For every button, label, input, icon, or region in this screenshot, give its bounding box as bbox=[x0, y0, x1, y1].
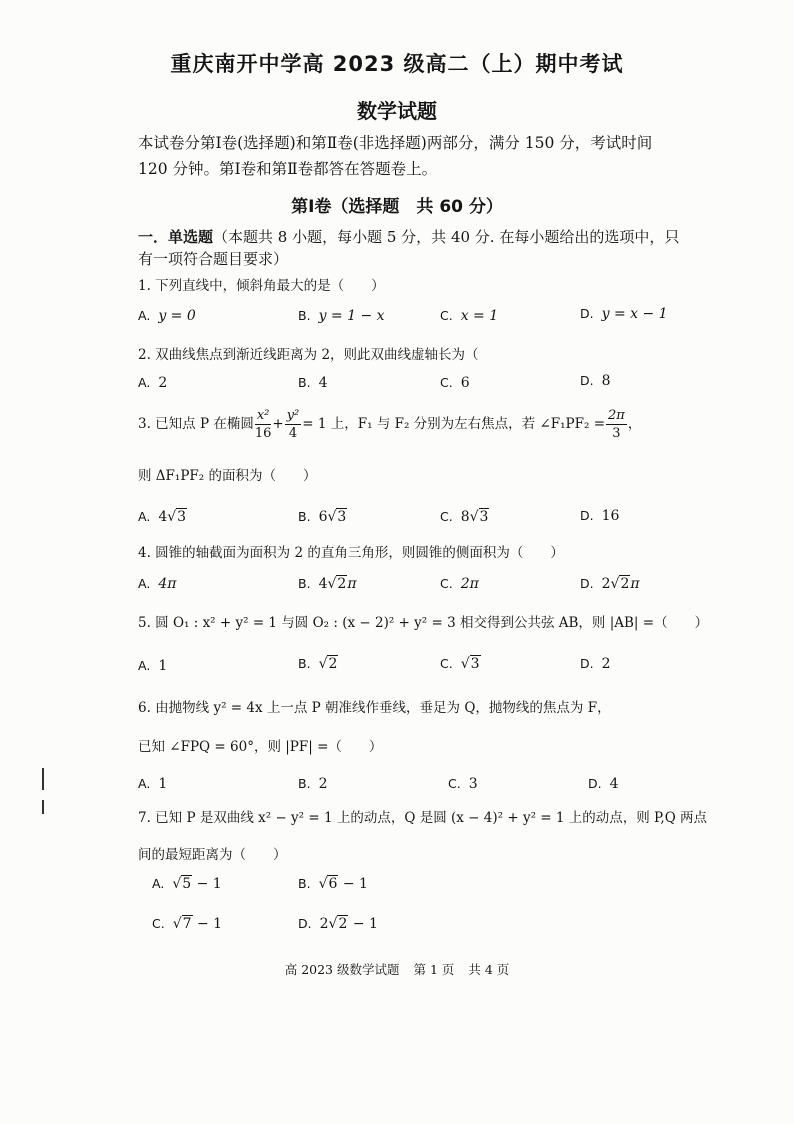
question-3-continuation: 则 ΔF₁PF₂ 的面积为（ ） bbox=[138, 468, 317, 484]
q1-option-d: D. y = x − 1 bbox=[580, 306, 668, 322]
q1-option-c: C. x = 1 bbox=[440, 308, 499, 324]
q3-option-b: B. 6√3 bbox=[298, 509, 347, 525]
question-3-stem: 3. 已知点 P 在椭圆 $\frac{\text{x²}}{16}$ + $\frac{\text{y²}}{4}$ = 1 上，F₁ 与 F₂ 分别为左右焦点，若 ∠F₁PF₂ = $\frac{2\pi}{3}$ ， bbox=[138, 408, 642, 441]
scan-margin-mark bbox=[42, 768, 44, 790]
ellipse-y-term: $\frac{\text{y²}}{4}$ bbox=[286, 408, 300, 441]
q2-option-c: C. 6 bbox=[440, 375, 470, 391]
q4-option-a: A. 4π bbox=[138, 576, 177, 592]
exam-instructions bbox=[138, 130, 718, 182]
q3-option-a: A. 4√3 bbox=[138, 509, 187, 525]
angle-fraction: $\frac{2\pi}{3}$ bbox=[608, 408, 625, 441]
scan-margin-mark bbox=[42, 800, 44, 814]
q7-option-b: B. √6 − 1 bbox=[298, 876, 368, 892]
q1-option-a: A. y = 0 bbox=[138, 308, 196, 324]
footer-page-number: 第 1 页 bbox=[413, 962, 455, 977]
q2-option-d: D. 8 bbox=[580, 373, 611, 389]
q1-option-b: B. y = 1 − x bbox=[298, 308, 385, 324]
q6-option-b: B. 2 bbox=[298, 776, 328, 792]
q3-option-c: C. 8√3 bbox=[440, 509, 489, 525]
q5-option-b: B. √2 bbox=[298, 656, 338, 672]
q2-option-b: B. 4 bbox=[298, 375, 328, 391]
q6-option-a: A. 1 bbox=[138, 776, 168, 792]
exam-subject: 数学试题 bbox=[357, 99, 437, 123]
exam-title: 重庆南开中学高 2023 级高二（上）期中考试 bbox=[170, 52, 624, 76]
ellipse-x-term: $\frac{\text{x²}}{16}$ bbox=[254, 408, 272, 441]
q4-option-b: B. 4√2π bbox=[298, 576, 357, 592]
question-2-stem: 2. 双曲线焦点到渐近线距离为 2，则此双曲线虚轴长为（ bbox=[138, 347, 479, 363]
section-header bbox=[138, 226, 698, 270]
instructions-line-2: 120 分钟。第Ⅰ卷和第Ⅱ卷都答在答题卷上。 bbox=[138, 160, 438, 178]
q2-option-a: A. 2 bbox=[138, 375, 168, 391]
q6-option-c: C. 3 bbox=[448, 776, 478, 792]
footer-label: 高 2023 级数学试题 bbox=[284, 962, 400, 977]
question-7-stem: 7. 已知 P 是双曲线 x² − y² = 1 上的动点，Q 是圆 (x − 4)² + y² = 1 上的动点，则 P,Q 两点 bbox=[138, 810, 708, 826]
q7-option-c: C. √7 − 1 bbox=[152, 916, 223, 932]
section-note-1: （本题共 8 小题，每小题 5 分，共 40 分. 在每小题给出的选项中，只 bbox=[213, 228, 680, 246]
q7-option-d: D. 2√2 − 1 bbox=[298, 916, 378, 932]
q4-option-c: C. 2π bbox=[440, 576, 479, 592]
section-label: 一．单选题 bbox=[138, 228, 214, 246]
question-7-continuation: 间的最短距离为（ ） bbox=[138, 847, 287, 863]
q5-option-c: C. √3 bbox=[440, 656, 480, 672]
footer-total-pages: 共 4 页 bbox=[468, 962, 510, 977]
q6-option-d: D. 4 bbox=[588, 776, 619, 792]
q4-option-d: D. 2√2π bbox=[580, 576, 640, 592]
section-note-2: 有一项符合题目要求） bbox=[138, 250, 289, 268]
question-1-stem: 1. 下列直线中，倾斜角最大的是（ ） bbox=[138, 278, 385, 294]
q7-option-a: A. √5 − 1 bbox=[152, 876, 222, 892]
q3-option-d: D. 16 bbox=[580, 508, 620, 524]
question-5-stem: 5. 圆 O₁ : x² + y² = 1 与圆 O₂ : (x − 2)² + y² = 3 相交得到公共弦 AB，则 |AB| =（ ） bbox=[138, 615, 709, 631]
q5-option-a: A. 1 bbox=[138, 658, 168, 674]
question-6-continuation: 已知 ∠FPQ = 60°，则 |PF| =（ ） bbox=[138, 739, 383, 755]
question-4-stem: 4. 圆锥的轴截面为面积为 2 的直角三角形，则圆锥的侧面积为（ ） bbox=[138, 545, 564, 561]
question-6-stem: 6. 由抛物线 y² = 4x 上一点 P 朝准线作垂线，垂足为 Q，抛物线的焦点为 F， bbox=[138, 700, 611, 716]
page-footer bbox=[0, 960, 794, 978]
instructions-line-1: 本试卷分第Ⅰ卷(选择题)和第Ⅱ卷(非选择题)两部分，满分 150 分，考试时间 bbox=[138, 134, 653, 152]
q5-option-d: D. 2 bbox=[580, 656, 611, 672]
part-1-title: 第Ⅰ卷（选择题 共 60 分） bbox=[291, 197, 503, 217]
